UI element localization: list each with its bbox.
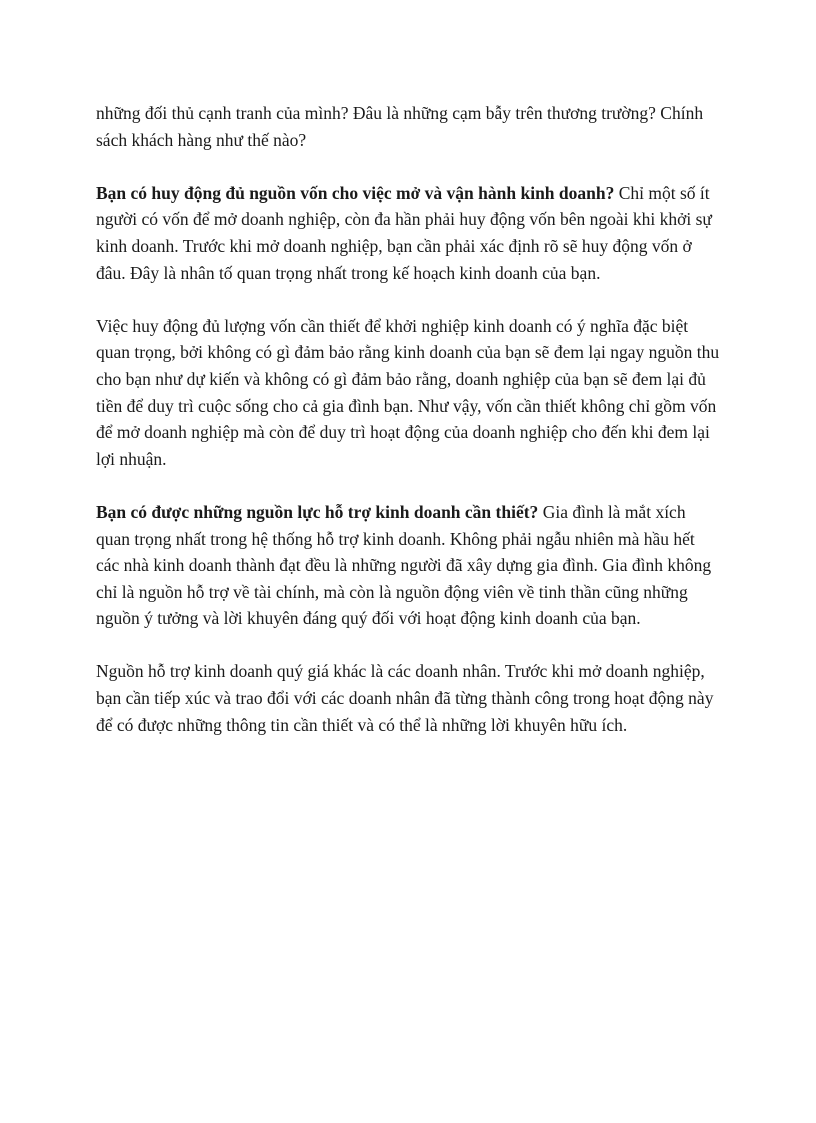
paragraph-text: Việc huy động đủ lượng vốn cần thiết để khởi nghiệp kinh doanh có ý nghĩa đặc biệt quan trọng, bởi không có gì đảm bảo rằng kinh doanh của bạn sẽ đem lại ngay nguồn thu cho bạn như dự kiến và không có gì đảm bảo rằng, doanh nghiệp của bạn sẽ đem lại đủ tiền để duy trì cuộc sống cho cả gia đình bạn. Như vậy, vốn cần thiết không chỉ gồm vốn để mở doanh nghiệp mà còn để duy trì hoạt động của doanh nghiệp cho đến khi đem lại lợi nhuận. <box>96 315 720 469</box>
paragraph-text: Nguồn hỗ trợ kinh doanh quý giá khác là các doanh nhân. Trước khi mở doanh nghiệp, bạn cần tiếp xúc và trao đổi với các doanh nhân đã từng thành công trong hoạt động này để có được những thông tin cần thiết và có thể là những lời khuyên hữu ích. <box>96 661 714 735</box>
paragraph-text: những đối thủ cạnh tranh của mình? Đâu là những cạm bẫy trên thương trường? Chính sách khách hàng như thế nào? <box>96 103 704 150</box>
paragraph-support-resources <box>96 499 720 632</box>
paragraph-entrepreneurs <box>96 658 720 738</box>
paragraph-text: Chỉ một số ít người có vốn để mở doanh nghiệp, còn đa hần phải huy động vốn bên ngoài khi khởi sự kinh doanh. Trước khi mở doanh nghiệp, bạn cần phải xác định rõ sẽ huy động vốn ở đâu. Đây là nhân tố quan trọng nhất trong kế hoạch kinh doanh của bạn. <box>96 182 712 283</box>
paragraph-text: Gia đình là mắt xích quan trọng nhất trong hệ thống hỗ trợ kinh doanh. Không phải ngẫu nhiên mà hầu hết các nhà kinh doanh thành đạt đều là những người đã xây dựng gia đình. Gia đình không chỉ là nguồn hỗ trợ về tài chính, mà còn là nguồn động viên về tinh thần cũng những nguồn ý tưởng và lời khuyên đáng quý đối với hoạt động kinh doanh của bạn. <box>96 501 712 629</box>
paragraph-lead: Bạn có được những nguồn lực hỗ trợ kinh doanh cần thiết? <box>96 501 539 522</box>
document-page <box>96 100 720 765</box>
paragraph-capital <box>96 180 720 286</box>
paragraph-capital-importance <box>96 313 720 473</box>
paragraph-competitors <box>96 100 720 153</box>
paragraph-lead: Bạn có huy động đủ nguồn vốn cho việc mở và vận hành kinh doanh? <box>96 182 615 203</box>
